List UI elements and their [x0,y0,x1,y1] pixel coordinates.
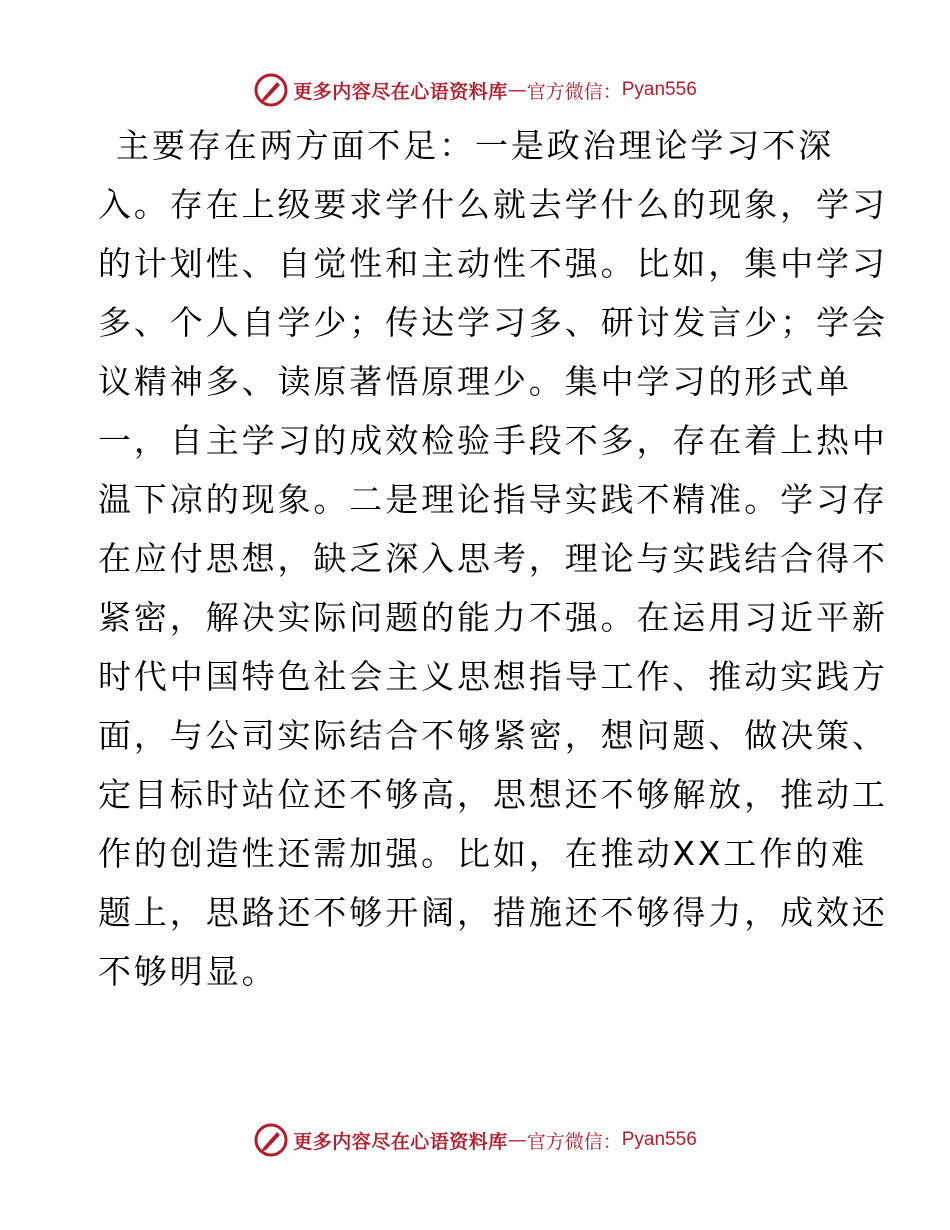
body-line: 入。存在上级要求学什么就去学什么的现象，学习 [98,185,888,224]
body-line: 题上，思路还不够开阔，措施还不够得力，成效还 [98,893,888,932]
pen-logo-icon [253,72,289,108]
body-line: 不够明显。 [98,952,278,991]
banner-title: 更多内容尽在心语资料库 [293,80,508,103]
body-line: 在应付思想，缺乏深入思考，理论与实践结合得不 [98,539,888,578]
banner-title: 更多内容尽在心语资料库 [293,1130,508,1153]
footer-watermark-banner [0,1120,950,1160]
banner-separator: — [507,79,527,101]
body-line: 面，与公司实际结合不够紧密，想问题、做决策、 [98,716,888,755]
body-line: 议精神多、读原著悟原理少。集中学习的形式单 [98,362,852,401]
body-line: 紧密，解决实际问题的能力不强。在运用习近平新 [98,598,888,637]
body-line: 多、个人自学少；传达学习多、研讨发言少；学会 [98,303,888,342]
banner-separator: — [507,1129,527,1151]
pen-logo-icon [253,1122,289,1158]
body-line: 温下凉的现象。二是理论指导实践不精准。学习存 [98,480,888,519]
banner-contact-label: 官方微信： [526,1130,622,1153]
body-line: 作的创造性还需加强。比如，在推动XX工作的难 [98,834,868,873]
body-line: 主要存在两方面不足：一是政治理论学习不深 [116,126,834,165]
header-watermark-banner [0,70,950,110]
body-line: 的计划性、自觉性和主动性不强。比如，集中学习 [98,244,888,283]
banner-contact-id: Pyan556 [621,79,697,100]
body-line: 一，自主学习的成效检验手段不多，存在着上热中 [98,421,888,460]
body-line: 定目标时站位还不够高，思想还不够解放，推动工 [98,775,888,814]
banner-contact-label: 官方微信： [526,80,622,103]
document-body [98,116,888,1001]
banner-contact-id: Pyan556 [621,1129,697,1150]
body-line: 时代中国特色社会主义思想指导工作、推动实践方 [98,657,888,696]
